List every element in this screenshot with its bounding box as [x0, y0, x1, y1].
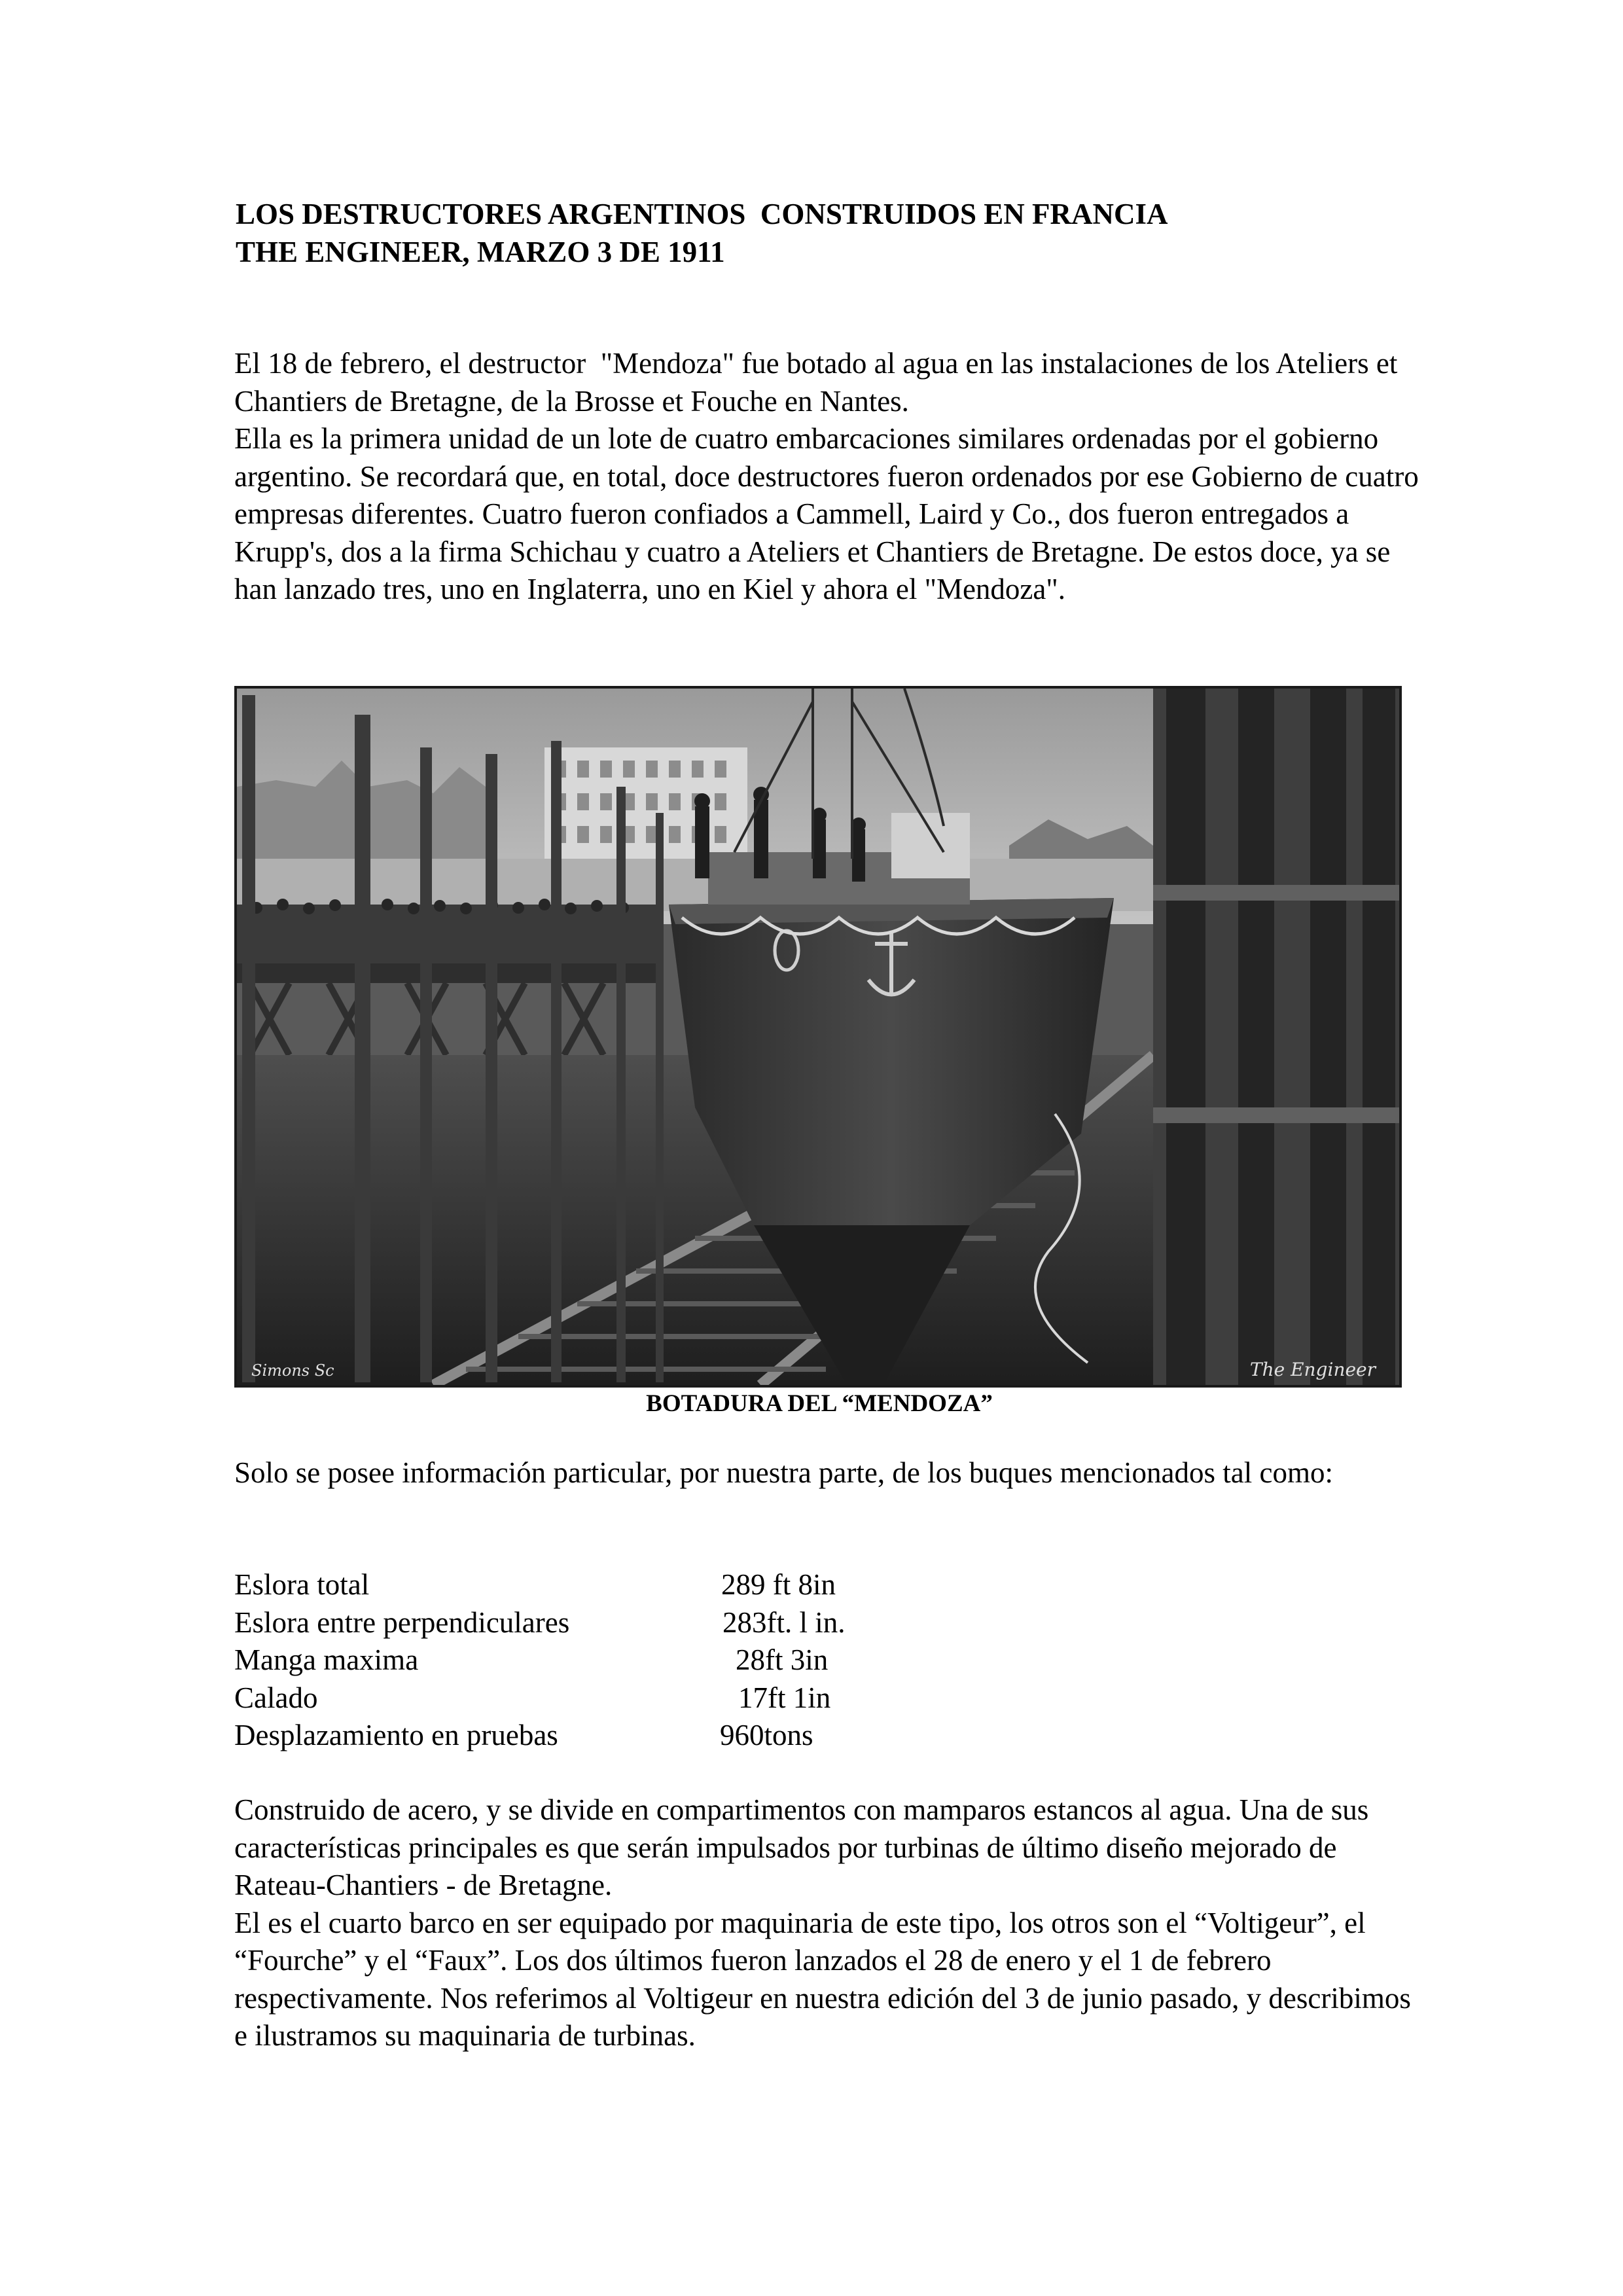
publication-signature: The Engineer — [1249, 1359, 1376, 1380]
specs-intro-text: Solo se posee información particular, por nuestra parte, de los buques mencionados tal como: — [234, 1456, 1333, 1489]
spec-label: Manga maxima — [234, 1643, 419, 1676]
launch-photograph — [234, 686, 1402, 1388]
caption-text: BOTADURA DEL “MENDOZA” — [646, 1390, 993, 1417]
spec-value: 28ft 3in — [736, 1643, 829, 1676]
spec-value: 283ft. l in. — [722, 1605, 846, 1639]
spec-label: Eslora entre perpendiculares — [234, 1605, 570, 1639]
title-line-1: LOS DESTRUCTORES ARGENTINOS CONSTRUIDOS EN FRANCIA — [236, 198, 1168, 230]
spec-value: 289 ft 8in — [721, 1568, 836, 1601]
intro-paragraph-1: El 18 de febrero, el destructor "Mendoza" fue botado al agua en las instalaciones de los Ateliers et Chantiers de Bretagne, de la Brosse et Fouche en Nantes. — [234, 347, 1405, 418]
spec-label: Eslora total — [234, 1568, 370, 1601]
spec-label: Calado — [234, 1681, 318, 1714]
title-line-2: THE ENGINEER, MARZO 3 DE 1911 — [236, 236, 725, 268]
closing-paragraph-2: El es el cuarto barco en ser equipado por maquinaria de este tipo, los otros son el “Voltigeur”, el “Fourche” y el “Faux”. Los dos últimos fueron lanzados el 28 de enero y el 1 de febrero respectivamente. Nos referimos al Voltigeur en nuestra edición del 3 de junio pasado, y describimos e ilustramos su maquinaria de turbinas. — [234, 1906, 1411, 2052]
photo-caption — [0, 1389, 1623, 1419]
engraver-signature: Simons Sc — [251, 1361, 334, 1380]
document-title — [236, 195, 1168, 271]
spec-value: 960tons — [720, 1719, 813, 1751]
spec-label: Desplazamiento en pruebas — [234, 1719, 558, 1751]
closing-paragraph-1: Construido de acero, y se divide en compartimentos con mamparos estancos al agua. Una de sus características principales es que serán impulsados por turbinas de último diseño mejorado de Rateau-Chantiers - de Bretagne. — [234, 1793, 1369, 1901]
intro-paragraph-2: Ella es la primera unidad de un lote de cuatro embarcaciones similares ordenadas por el gobierno argentino. Se recordará que, en total, doce destructores fueron ordenados por ese Gobierno de cuatro empresas diferentes. Cuatro fueron confiados a Cammell, Laird y Co., dos fueron entregados a Krupp's, dos a la firma Schichau y cuatro a Ateliers et Chantiers de Bretagne. De estos doce, ya se han lanzado tres, uno en Inglaterra, uno en Kiel y ahora el "Mendoza". — [234, 422, 1419, 605]
spec-value: 17ft 1in — [738, 1681, 831, 1714]
ship-launch-illustration — [237, 689, 1399, 1385]
intro-text — [234, 345, 1419, 609]
closing-text — [234, 1791, 1419, 2055]
